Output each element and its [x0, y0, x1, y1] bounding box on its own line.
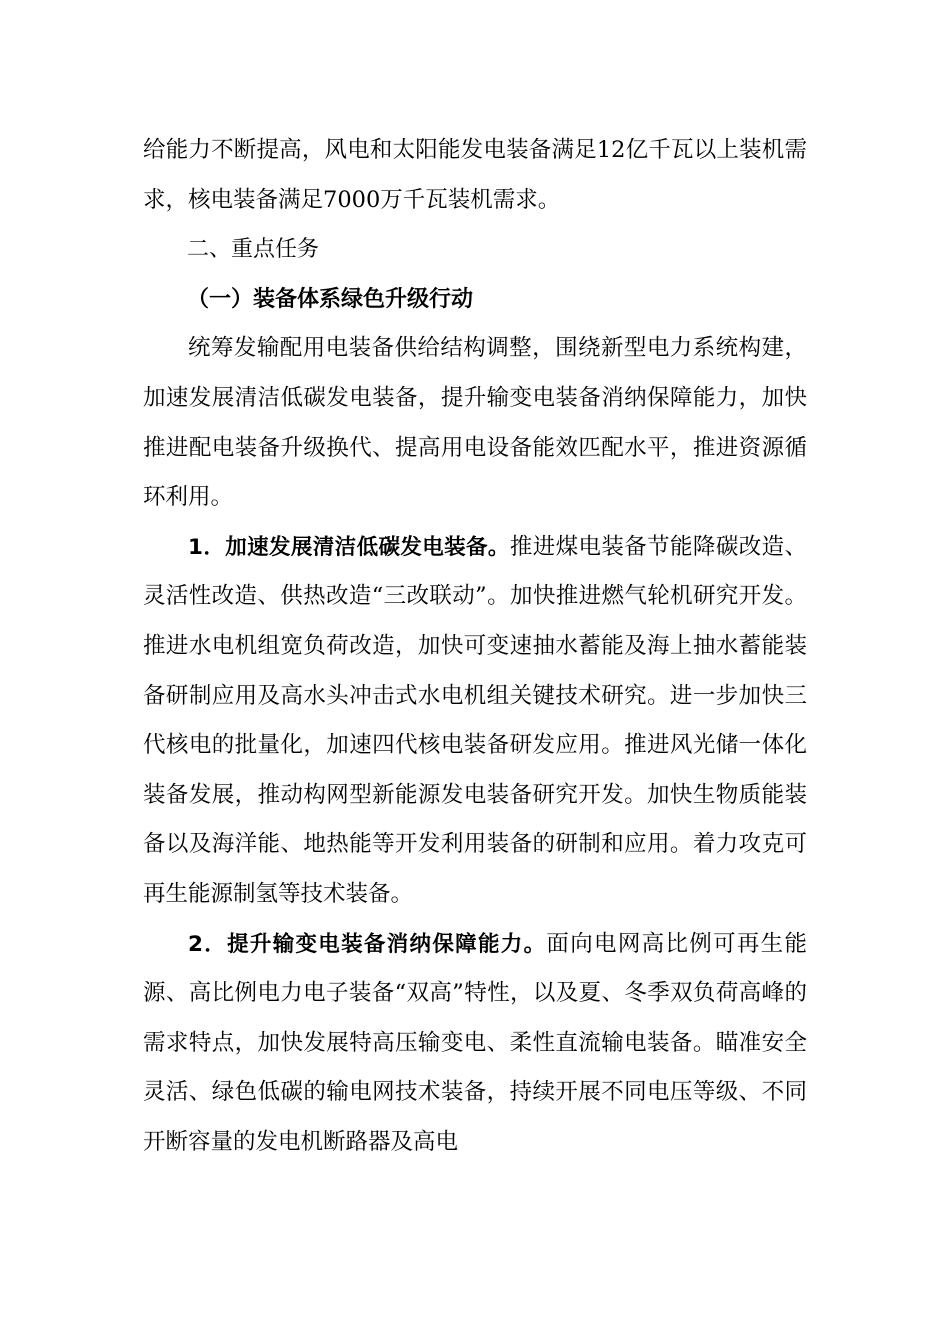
item-2-lead: 2．提升输变电装备消纳保障能力。: [188, 931, 547, 957]
document-body: [143, 126, 807, 1167]
intro-paragraph: 统筹发输配用电装备供给结构调整，围绕新型电力系统构建，加速发展清洁低碳发电装备，提升输变电装备消纳保障能力，加快推进配电装备升级换代、提高用电设备能效匹配水平，推进资源循环利用。: [143, 335, 807, 511]
item-1-lead: 1．加速发展清洁低碳发电装备。: [188, 534, 510, 560]
item-2-body: 面向电网高比例可再生能源、高比例电力电子装备“双高”特性，以及夏、冬季双负荷高峰的需求特点，加快发展特高压输变电、柔性直流输电装备。瞄准安全灵活、绿色低碳的输电网技术装备，持续开展不同电压等级、不同开断容量的发电机断路器及高电: [143, 930, 807, 1155]
item-1-body: 推进煤电装备节能降碳改造、灵活性改造、供热改造“三改联动”。加快推进燃气轮机研究开发。推进水电机组宽负荷改造，加快可变速抽水蓄能及海上抽水蓄能装备研制应用及高水头冲击式水电机组关键技术研究。进一步加快三代核电的批量化，加速四代核电装备研发应用。推进风光储一体化装备发展，推动构网型新能源发电装备研究开发。加快生物质能装备以及海洋能、地热能等开发利用装备的研制和应用。着力攻克可再生能源制氢等技术装备。: [143, 533, 807, 907]
subsection-heading: （一）装备体系绿色升级行动: [187, 286, 474, 312]
item-1-paragraph: [143, 523, 807, 920]
continuation-paragraph: 给能力不断提高，风电和太阳能发电装备满足12亿千瓦以上装机需求，核电装备满足7000万千瓦装机需求。: [143, 137, 807, 213]
section-heading: 二、重点任务: [187, 237, 320, 263]
item-2-paragraph: [143, 920, 807, 1168]
